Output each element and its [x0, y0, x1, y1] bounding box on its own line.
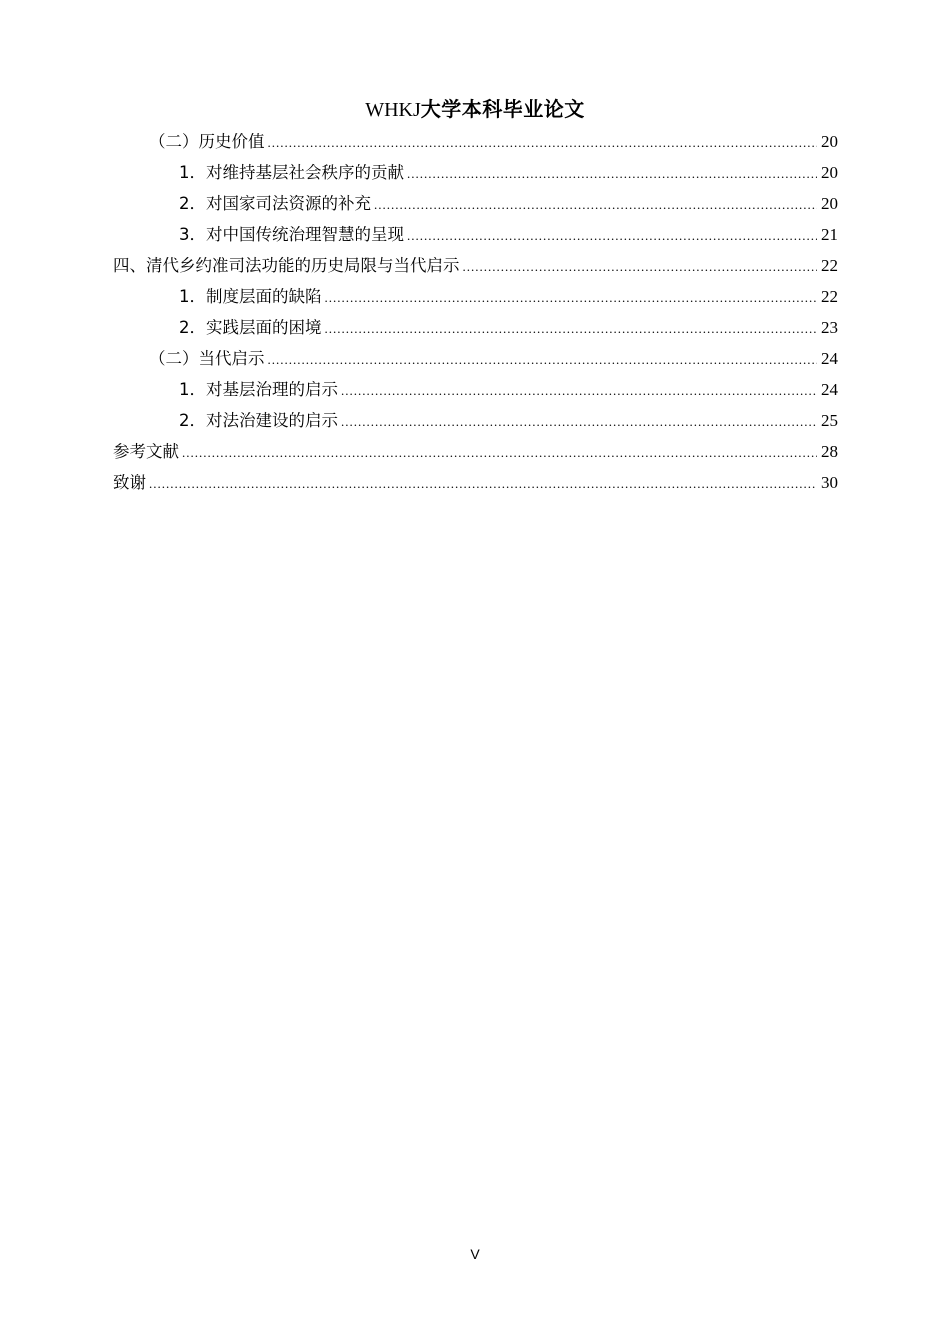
toc-entry[interactable]	[113, 126, 838, 157]
toc-entry-label: 2．实践层面的困境	[179, 318, 322, 337]
toc-entry[interactable]	[113, 188, 838, 219]
toc-entry-page: 22	[821, 256, 838, 275]
toc-entry-page: 20	[821, 132, 838, 151]
dot-leader	[407, 158, 817, 189]
toc-entry[interactable]	[113, 219, 838, 250]
toc-entry-label: 2．对法治建设的启示	[179, 411, 338, 430]
toc-entry[interactable]	[113, 467, 838, 498]
toc-entry-label: 1．对维持基层社会秩序的贡献	[179, 163, 404, 182]
toc-entry[interactable]	[113, 281, 838, 312]
toc-entry-label: （二）当代启示	[149, 349, 265, 368]
toc-entry[interactable]	[113, 405, 838, 436]
dot-leader	[341, 375, 817, 406]
header-abbrev: WHKJ	[365, 99, 421, 121]
dot-leader	[268, 127, 818, 158]
toc-entry[interactable]	[113, 374, 838, 405]
toc-entry[interactable]	[113, 436, 838, 467]
dot-leader	[268, 344, 818, 375]
toc-entry[interactable]	[113, 312, 838, 343]
page-number: V	[470, 1246, 480, 1262]
toc-entry-page: 20	[821, 163, 838, 182]
toc-entry-page: 20	[821, 194, 838, 213]
toc-entry[interactable]	[113, 250, 838, 281]
toc-entry[interactable]	[113, 157, 838, 188]
toc-entry-label: 3．对中国传统治理智慧的呈现	[179, 225, 404, 244]
header-title: 大学本科毕业论文	[420, 97, 585, 121]
toc-entry-page: 23	[821, 318, 838, 337]
toc-entry-label: 四、清代乡约准司法功能的历史局限与当代启示	[113, 256, 460, 275]
toc-entry-page: 24	[821, 380, 838, 399]
running-header	[0, 96, 950, 123]
toc-entry-label: 1．制度层面的缺陷	[179, 287, 322, 306]
toc-entry-label: （二）历史价值	[149, 132, 265, 151]
dot-leader	[407, 220, 817, 251]
toc-entry[interactable]	[113, 343, 838, 374]
dot-leader	[182, 437, 817, 468]
toc-entry-page: 25	[821, 411, 838, 430]
toc-entry-label: 参考文献	[113, 442, 179, 461]
toc-entry-page: 21	[821, 225, 838, 244]
toc-entry-page: 30	[821, 473, 838, 492]
toc-entry-label: 致谢	[113, 473, 146, 492]
table-of-contents	[113, 126, 838, 498]
toc-entry-page: 28	[821, 442, 838, 461]
toc-entry-page: 24	[821, 349, 838, 368]
dot-leader	[463, 251, 818, 282]
dot-leader	[341, 406, 817, 437]
toc-entry-page: 22	[821, 287, 838, 306]
dot-leader	[149, 468, 817, 499]
dot-leader	[325, 282, 818, 313]
dot-leader	[325, 313, 818, 344]
toc-entry-label: 2．对国家司法资源的补充	[179, 194, 371, 213]
toc-entry-label: 1．对基层治理的启示	[179, 380, 338, 399]
dot-leader	[374, 189, 817, 220]
